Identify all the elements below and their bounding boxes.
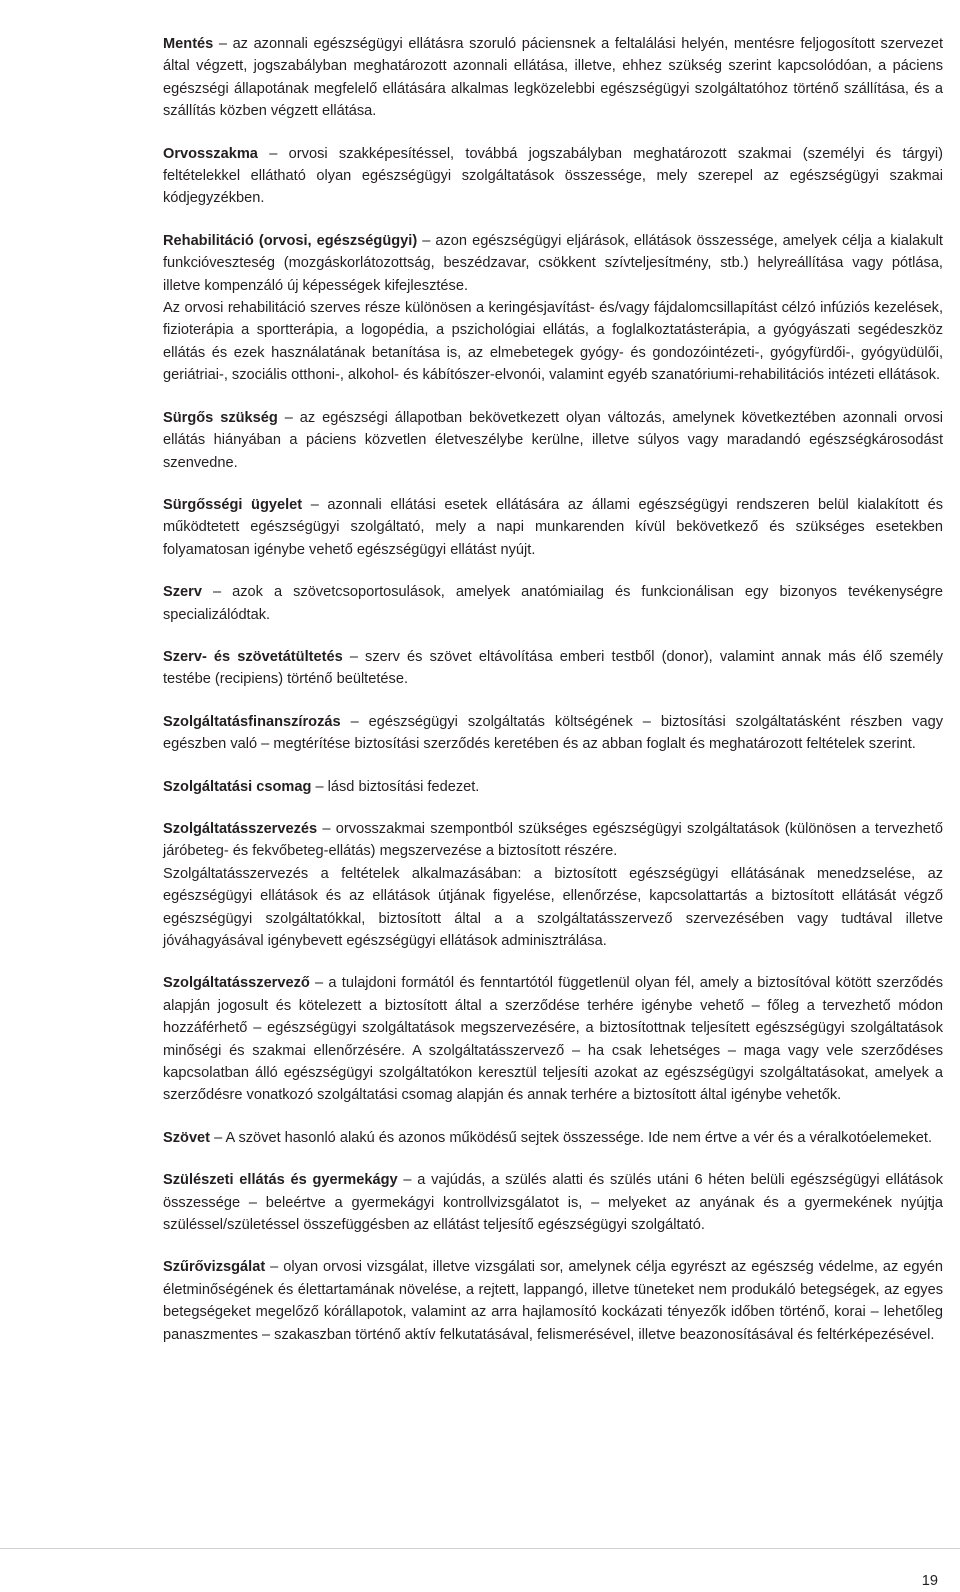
entry-definition: – azon egészségügyi eljárások, ellátások összessége, amelyek célja a kialakult funkcióveszteség (mozgáskorlátozottság, beszédzavar, csökkent szívteljesítmény, stb.) helyreállítása vagy pótlása, illetve kompenzáló új képességek kifejlesztése. <box>163 232 943 294</box>
entry-paragraph <box>163 776 943 798</box>
entry-paragraph <box>163 646 943 691</box>
entry-paragraph <box>163 33 943 123</box>
glossary-entry-surgossegi-ugyelet <box>163 494 943 561</box>
entry-term: Szerv <box>163 584 202 601</box>
entry-definition: – egészségügyi szolgáltatás költségének – biztosítási szolgáltatásként részben vagy egészben való – megtérítése biztosítási szerződés keretében és az abban foglalt és meghatározott feltételek szerint. <box>163 713 943 753</box>
entry-term: Szolgáltatási csomag <box>163 778 312 795</box>
entry-paragraph <box>163 494 943 561</box>
entry-term: Szövet <box>163 1129 211 1146</box>
entry-term: Mentés <box>163 36 214 52</box>
entry-term: Szolgáltatásszervező <box>163 975 310 992</box>
entry-definition: – orvosszakmai szempontból szükséges egészségügyi szolgáltatások (különösen a tervezhető járóbeteg- és fekvőbeteg-ellátás) megszervezése a biztosított részére. <box>163 820 943 860</box>
entry-term: Szülészeti ellátás és gyermekágy <box>163 1172 398 1189</box>
entry-paragraph <box>163 407 943 474</box>
entry-term: Sürgősségi ügyelet <box>163 496 303 513</box>
entry-term: Szűrővizsgálat <box>163 1259 266 1276</box>
entry-paragraph <box>163 818 943 863</box>
entry-paragraph <box>163 1169 943 1236</box>
entry-extra-paragraph: Szolgáltatásszervezés a feltételek alkalmazásában: a biztosított egészségügyi ellátásának menedzselése, az egészségügyi ellátások és az ellátások útjának figyelése, ellenőrzése, kapcsolattartás a biztosított ellátását végző egészségügyi szolgáltatókkal, biztosított által a a szolgáltatásszervező szervezésében vagy tudtával illetve jóváhagyásával igénybevett egészségügyi ellátások adminisztrálása. <box>163 865 943 949</box>
entry-term: Rehabilitáció (orvosi, egészségügyi) <box>163 232 418 249</box>
entry-paragraph <box>163 1127 943 1149</box>
entry-term: Sürgős szükség <box>163 409 278 426</box>
entry-paragraph <box>163 143 943 210</box>
entry-definition: – azok a szövetcsoportosulások, amelyek anatómiailag és funkcionálisan egy bizonyos tevékenységre specializálódtak. <box>163 584 943 623</box>
entry-definition: – olyan orvosi vizsgálat, illetve vizsgálati sor, amelynek célja egyrészt az egészség védelme, az egyén életminőségének és élettartamának növelése, a rejtett, lappangó, illetve tüneteket nem produkáló betegségek, az egyes betegségeket megelőző kórállapotok, valamint az arra hajlamosító kockázati tényezők időben történő, korai – lehetőleg panaszmentes – szakaszban történő aktív felkutatásával, felismerésével, illetve beazonosításával és feltérképezésével. <box>163 1259 943 1343</box>
glossary-entry-szolgaltatasfinanszirozas <box>163 711 943 756</box>
glossary-entry-szolgaltatasszervezes <box>163 818 943 952</box>
entry-definition: – az azonnali egészségügyi ellátásra szoruló páciensnek a feltalálási helyén, mentésre feljogosított szervezet által végzett, jogszabályban meghatározott azonnali ellátása, illetve, ehhez szükség szerint kapcsolódóan, a páciens egészségi állapotának megfelelő ellátására alkalmas legközelebbi egészségügyi szolgáltatóhoz történő szállítása, és a szállítás közben végzett ellátása. <box>163 36 943 120</box>
glossary-entry-szuleszeti-ellatas <box>163 1169 943 1236</box>
entry-term: Szerv- és szövetátültetés <box>163 648 343 665</box>
glossary-entry-surgos-szukseg <box>163 407 943 474</box>
glossary-entry-szolgaltatasszervezo <box>163 972 943 1106</box>
entry-extra-paragraph: Az orvosi rehabilitáció szerves része különösen a keringésjavítást- és/vagy fájdalomcsillapítást célzó infúziós kezelések, fizioterápia a sportterápia, a logopédia, a pszichológiai ellátás, a foglalkoztatásterápia, a gyógyászati segédeszköz ellátás és ezek használatának betanítása is, az elmebetegek gyógy- és gondozóintézeti-, gyógyfürdői-, gyógyüdülői, geriátriai-, szociális otthoni-, alkohol- és kábítószer-elvonói, valamint egyéb szanatóriumi-rehabilitációs intézeti ellátások. <box>163 300 943 384</box>
glossary-entry-szerv <box>163 581 943 626</box>
entry-definition: – a vajúdás, a szülés alatti és szülés utáni 6 héten belüli egészségügyi ellátások összessége – beleértve a gyermekágyi kontrollvizsgálatot is, – melyeket az anyának és a gyermekének nyújtja szüléssel/születéssel összefüggésben az ellátást teljesítő egészségügyi szolgáltató. <box>163 1172 943 1234</box>
glossary-entry-szurovizsgalat <box>163 1256 943 1346</box>
entry-paragraph <box>163 230 943 297</box>
glossary-entry-rehabilitacio <box>163 230 943 387</box>
entry-term: Orvosszakma <box>163 145 258 162</box>
entry-paragraph <box>163 972 943 1106</box>
entry-term: Szolgáltatásszervezés <box>163 820 318 837</box>
entry-paragraph <box>163 581 943 626</box>
glossary-entry-mentes <box>163 33 943 123</box>
glossary-entry-orvosszakma <box>163 143 943 210</box>
entry-definition: – az egészségi állapotban bekövetkezett olyan változás, amelynek következtében azonnali orvosi ellátás hiányában a páciens közvetlen életveszélybe kerülne, illetve súlyos vagy maradandó egészségkárosodást szenvedne. <box>163 409 943 471</box>
entry-definition: – lásd biztosítási fedezet. <box>311 778 480 795</box>
page-number: 19 <box>921 1573 938 1589</box>
glossary-body <box>163 33 943 1366</box>
footer-divider <box>0 1548 960 1549</box>
glossary-entry-szolgaltatasi-csomag <box>163 776 943 798</box>
glossary-entry-szervatultetes <box>163 646 943 691</box>
entry-term: Szolgáltatásfinanszírozás <box>163 713 341 730</box>
entry-definition: – orvosi szakképesítéssel, továbbá jogszabályban meghatározott szakmai (személyi és tárgyi) feltételekkel ellátható olyan egészségügyi szolgáltatások összessége, mely szerepel az egészségügyi szakmai kódjegyzékben. <box>163 145 943 207</box>
entry-paragraph <box>163 711 943 756</box>
entry-paragraph <box>163 1256 943 1346</box>
entry-definition: – a tulajdoni formától és fenntartótól függetlenül olyan fél, amely a biztosítóval kötött szerződés alapján jogosult és kötelezett a biztosított által a szerződése terhére igénybe vehető – főleg a tervezhető módon hozzáférhető – egészségügyi szolgáltatások megszervezésére, a biztosítottnak teljesített egészségügyi szolgáltatások minőségi és szakmai ellenőrzésére. A szolgáltatásszervező – ha csak lehetséges – maga vagy vele szerződéses kapcsolatban álló egészségügyi szolgáltatókon keresztül teljesíti azokat az egészségügyi szolgáltatásokat, amelyek a szerződésre vonatkozó szolgáltatási csomag alapján és annak terhére a biztosított által igénybe vehetők. <box>163 975 943 1104</box>
glossary-entry-szovet <box>163 1127 943 1149</box>
entry-definition: – azonnali ellátási esetek ellátására az állami egészségügyi rendszeren belül kialakított és működtetett egészségügyi szolgáltató, mely a napi munkarenden kívül bekövetkező és szükséges esetekben folyamatosan igénybe vehető egészségügyi ellátást nyújt. <box>163 496 944 558</box>
entry-definition: – szerv és szövet eltávolítása emberi testből (donor), valamint annak más élő személy testébe (recipiens) történő beültetése. <box>163 648 943 688</box>
entry-definition: – A szövet hasonló alakú és azonos működésű sejtek összessége. Ide nem értve a vér és a véralkotóelemeket. <box>210 1129 933 1146</box>
